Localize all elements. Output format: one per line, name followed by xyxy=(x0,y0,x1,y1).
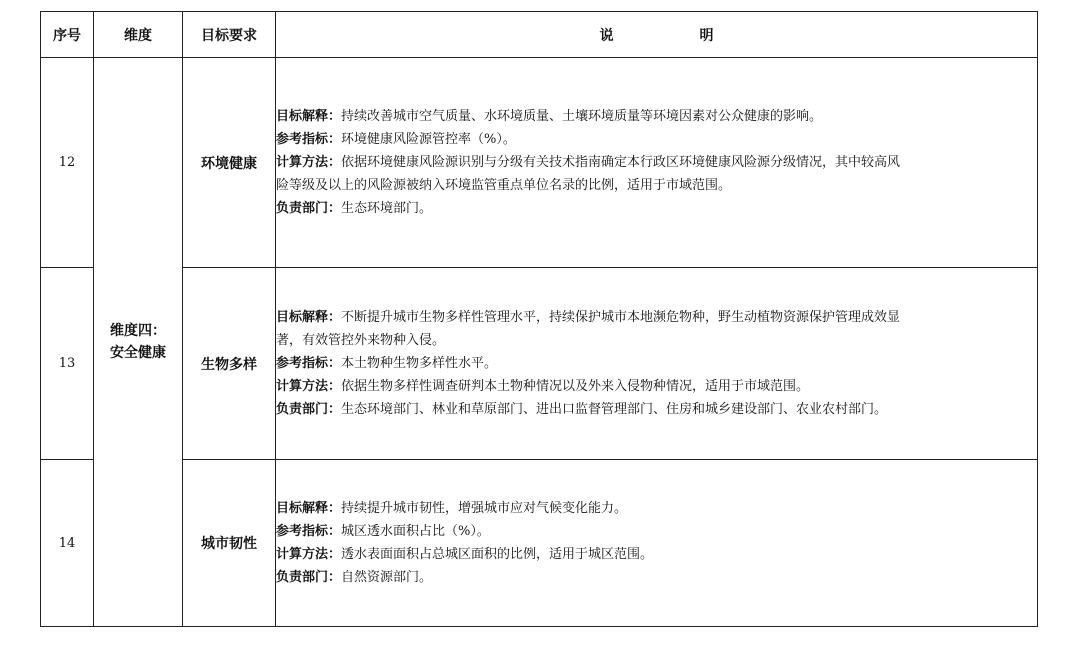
explain-line xyxy=(276,497,1037,520)
explain-text: 持续改善城市空气质量、水环境质量、土壤环境质量等环境因素对公众健康的影响。 xyxy=(341,109,823,124)
explain-label: 目标解释： xyxy=(276,310,342,325)
dimension-cell xyxy=(94,58,183,627)
header-row xyxy=(41,12,1038,58)
row-description xyxy=(276,58,1038,268)
method-continuation: 险等级及以上的风险源被纳入环境监管重点单位名录的比例，适用于市域范围。 xyxy=(276,178,732,193)
table-row xyxy=(41,268,1038,460)
method-text: 依据环境健康风险源识别与分级有关技术指南确定本行政区环境健康风险源分级情况，其中较高风 xyxy=(341,155,901,170)
indicator-text: 本土物种生物多样性水平。 xyxy=(341,356,498,371)
row-goal: 城市韧性 xyxy=(183,460,276,627)
method-line xyxy=(276,151,1037,174)
row-goal: 环境健康 xyxy=(183,58,276,268)
indicator-label: 参考指标： xyxy=(276,132,342,147)
method-text: 依据生物多样性调查研判本土物种情况以及外来入侵物种情况，适用于市域范围。 xyxy=(341,379,810,394)
dept-label: 负责部门： xyxy=(276,570,342,585)
explain-text: 不断提升城市生物多样性管理水平，持续保护城市本地濒危物种，野生动植物资源保护管理成效显 xyxy=(341,310,901,325)
explain-line xyxy=(276,306,1037,329)
row-seq: 12 xyxy=(41,58,94,268)
method-line xyxy=(276,543,1037,566)
dept-line xyxy=(276,398,1037,421)
indicator-label: 参考指标： xyxy=(276,356,342,371)
row-description xyxy=(276,268,1038,460)
header-desc-char-1: 说 xyxy=(599,27,614,44)
explain-line xyxy=(276,105,1037,128)
dimension-label-line2: 安全健康 xyxy=(110,345,166,361)
indicator-text: 城区透水面积占比（%）。 xyxy=(341,524,490,539)
explain-continuation: 著，有效管控外来物种入侵。 xyxy=(276,333,446,348)
row-seq: 14 xyxy=(41,460,94,627)
header-goal: 目标要求 xyxy=(183,12,276,58)
dept-text: 生态环境部门。 xyxy=(341,201,433,216)
dept-line xyxy=(276,197,1037,220)
header-seq: 序号 xyxy=(41,12,94,58)
dimension-label-line1: 维度四： xyxy=(110,323,166,339)
method-label: 计算方法： xyxy=(276,379,342,394)
header-dimension: 维度 xyxy=(94,12,183,58)
indicator-table xyxy=(40,11,1038,627)
dept-text: 生态环境部门、林业和草原部门、进出口监督管理部门、住房和城乡建设部门、农业农村部门。 xyxy=(341,402,888,417)
explain-label: 目标解释： xyxy=(276,501,342,516)
dimension-label xyxy=(110,320,166,364)
indicator-line xyxy=(276,352,1037,375)
method-label: 计算方法： xyxy=(276,547,342,562)
indicator-label: 参考指标： xyxy=(276,524,342,539)
row-description xyxy=(276,460,1038,627)
method-line xyxy=(276,375,1037,398)
dept-text: 自然资源部门。 xyxy=(341,570,433,585)
row-goal: 生物多样 xyxy=(183,268,276,460)
dept-label: 负责部门： xyxy=(276,402,342,417)
header-description xyxy=(276,12,1038,58)
method-label: 计算方法： xyxy=(276,155,342,170)
table-row xyxy=(41,460,1038,627)
dept-label: 负责部门： xyxy=(276,201,342,216)
explain-text: 持续提升城市韧性，增强城市应对气候变化能力。 xyxy=(341,501,628,516)
explain-label: 目标解释： xyxy=(276,109,342,124)
indicator-line xyxy=(276,520,1037,543)
method-text: 透水表面面积占总城区面积的比例，适用于城区范围。 xyxy=(341,547,654,562)
indicator-text: 环境健康风险源管控率（%）。 xyxy=(341,132,516,147)
table-row xyxy=(41,58,1038,268)
dept-line xyxy=(276,566,1037,589)
indicator-line xyxy=(276,128,1037,151)
row-seq: 13 xyxy=(41,268,94,460)
header-desc-char-2: 明 xyxy=(699,27,714,44)
